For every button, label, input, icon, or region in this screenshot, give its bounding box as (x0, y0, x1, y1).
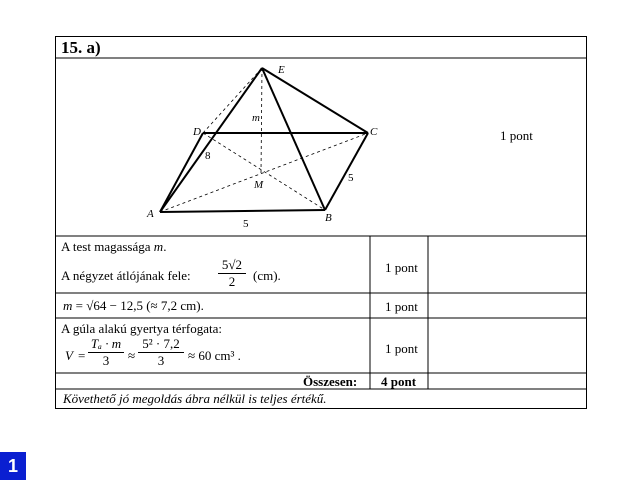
row3-approx: ≈ (128, 348, 136, 363)
row2-score: 1 pont (385, 299, 418, 314)
edge-ad (160, 133, 203, 212)
vertex-b-label: B (325, 212, 332, 224)
row3-fraction2 (138, 336, 184, 369)
height-em (261, 68, 262, 173)
diagonal-ac (160, 133, 368, 212)
row3-score: 1 pont (385, 341, 418, 356)
edge-be (262, 68, 325, 210)
row3-line1: A gúla alakú gyertya térfogata: (61, 321, 222, 336)
edge-ce (262, 68, 368, 133)
row1-fraction (218, 257, 246, 290)
row1-line1: A test magassága m. (61, 239, 167, 254)
pyramid-figure (55, 58, 378, 234)
row3-eq: = (78, 348, 86, 363)
row3-frac2-den: 3 (138, 352, 184, 369)
edge-ab (160, 210, 325, 212)
row1-score: 1 pont (385, 260, 418, 275)
height-label: m (252, 112, 260, 124)
vertex-m-label: M (254, 179, 264, 191)
row3-frac1-num: Tₐ · m (90, 336, 122, 351)
diagonal-db (203, 133, 325, 210)
total-label: Összesen: (303, 374, 358, 389)
vertex-d-label: D (193, 126, 201, 138)
vertex-a-label: A (147, 208, 154, 220)
edge-bc (325, 133, 368, 210)
base-bottom-label: 5 (243, 218, 249, 230)
row1-frac-num: 5√2 (221, 257, 243, 272)
row1-unit: (cm). (253, 268, 281, 283)
problem-title: 15. a) (61, 38, 101, 57)
solution-sheet (55, 36, 587, 409)
row1-frac-den: 2 (218, 273, 246, 290)
vertex-c-label: C (370, 126, 378, 138)
vertex-e-label: E (278, 64, 285, 76)
footnote: Követhető jó megoldás ábra nélkül is teljes értékű. (63, 391, 327, 406)
row2-formula: m = √64 − 12,5 (≈ 7,2 cm). (63, 298, 204, 313)
lateral-edge-label: 8 (205, 150, 211, 162)
page-number-badge: 1 (0, 452, 26, 480)
row3-frac1-den: 3 (88, 352, 124, 369)
edge-ae (160, 68, 262, 212)
total-score: 4 pont (381, 374, 417, 389)
row3-result: ≈ 60 cm³ . (188, 348, 241, 363)
base-right-label: 5 (348, 172, 354, 184)
figure-score: 1 pont (500, 128, 533, 143)
row3-frac2-num: 5² · 7,2 (142, 336, 180, 351)
row3-v: V (65, 348, 73, 363)
row3-fraction1 (88, 336, 124, 369)
row1-line2: A négyzet átlójának fele: (61, 268, 191, 283)
